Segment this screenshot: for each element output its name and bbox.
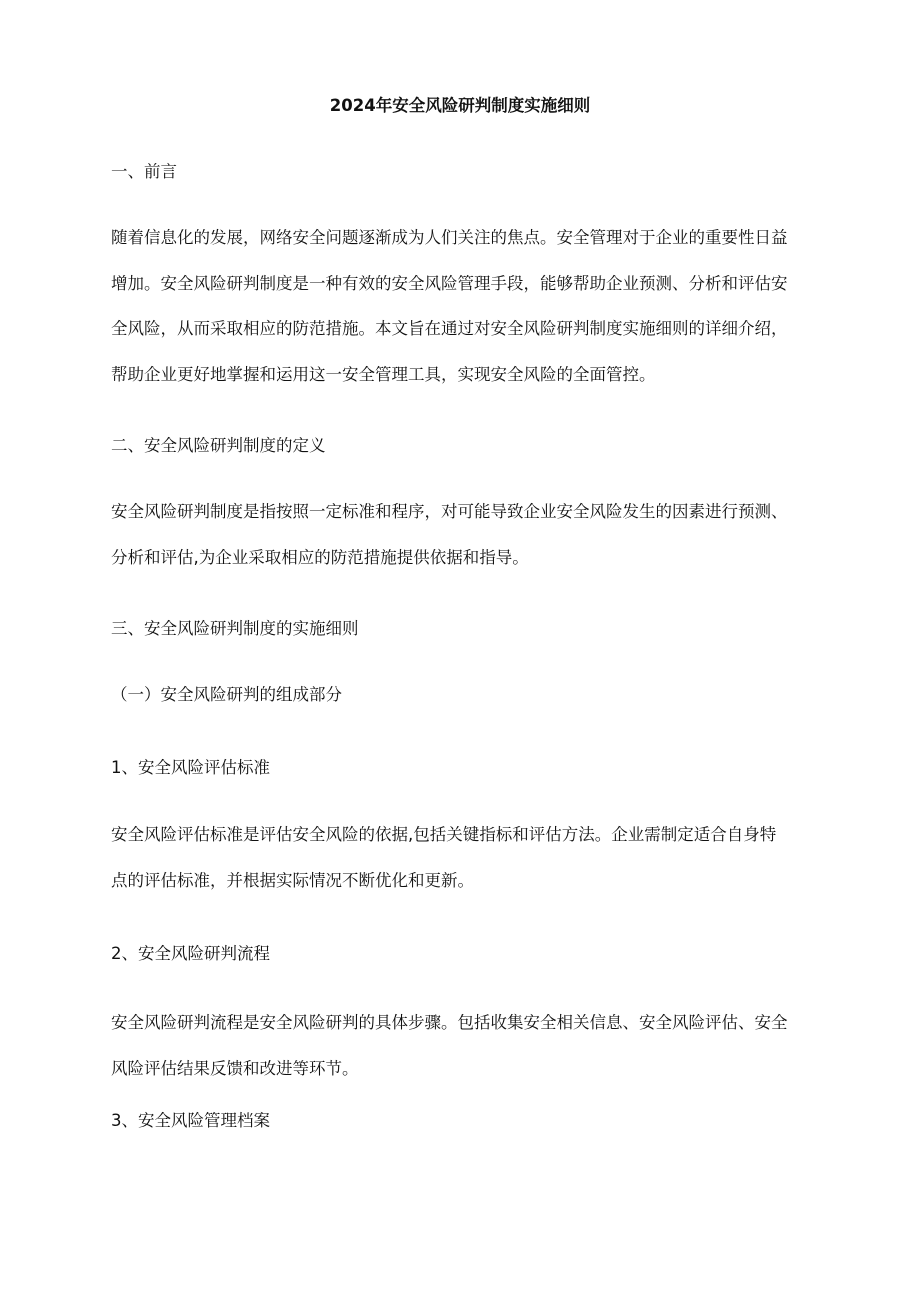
paragraph-line: 帮助企业更好地掌握和运用这一安全管理工具，实现安全风险的全面管控。 <box>111 364 656 384</box>
paragraph-definition <box>111 500 811 591</box>
paragraph-process <box>111 1011 811 1102</box>
paragraph-line: 风险评估结果反馈和改进等环节。 <box>111 1058 359 1078</box>
paragraph-line: 随着信息化的发展，网络安全问题逐渐成为人们关注的焦点。安全管理对于企业的重要性日益 <box>111 228 788 247</box>
item-heading-assessment-standard: 1、安全风险评估标准 <box>111 758 270 777</box>
item-heading-process: 2、安全风险研判流程 <box>111 944 270 963</box>
paragraph-line: 点的评估标准，并根据实际情况不断优化和更新。 <box>111 870 474 890</box>
paragraph-line: 安全风险研判流程是安全风险研判的具体步骤。包括收集安全相关信息、安全风险评估、安全 <box>111 1013 788 1032</box>
paragraph-line: 安全风险研判制度是指按照一定标准和程序，对可能导致企业安全风险发生的因素进行预测、 <box>111 502 788 521</box>
paragraph-preface <box>111 226 811 408</box>
section-heading-definition: 二、安全风险研判制度的定义 <box>111 436 326 455</box>
paragraph-line: 增加。安全风险研判制度是一种有效的安全风险管理手段，能够帮助企业预测、分析和评估安 <box>111 273 788 293</box>
subsection-heading-components: （一）安全风险研判的组成部分 <box>111 685 342 704</box>
section-heading-preface: 一、前言 <box>111 162 177 181</box>
paragraph-assessment-standard <box>111 823 811 914</box>
section-heading-implementation: 三、安全风险研判制度的实施细则 <box>111 619 359 638</box>
item-heading-archive: 3、安全风险管理档案 <box>111 1111 270 1130</box>
paragraph-line: 分析和评估,为企业采取相应的防范措施提供依据和指导。 <box>111 547 529 567</box>
paragraph-line: 全风险，从而采取相应的防范措施。本文旨在通过对安全风险研判制度实施细则的详细介绍， <box>111 319 788 338</box>
paragraph-line: 安全风险评估标准是评估安全风险的依据,包括关键指标和评估方法。企业需制定适合自身特 <box>111 825 777 844</box>
document-title: 2024年安全风险研判制度实施细则 <box>329 96 591 115</box>
